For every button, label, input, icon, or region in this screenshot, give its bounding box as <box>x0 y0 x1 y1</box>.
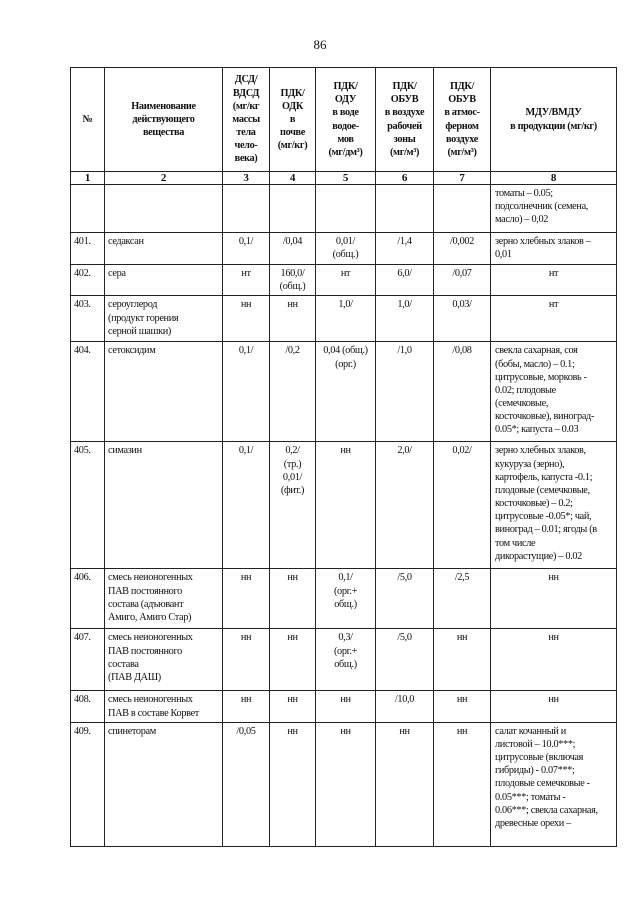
dsd-value: /0,05 <box>223 722 270 846</box>
header-soil: ПДК/ ОДК в почве (мг/кг) <box>270 68 316 172</box>
mdu-value: зерно хлебных злаков – 0,01 <box>491 233 617 265</box>
page-number: 86 <box>313 37 327 52</box>
header-number: № <box>71 68 105 172</box>
water-value: нн <box>316 691 376 722</box>
row-number: 406. <box>71 569 105 629</box>
soil-value: нн <box>270 691 316 722</box>
column-number: 8 <box>491 172 617 185</box>
work-air-value: 6,0/ <box>376 265 434 296</box>
substance-name: смесь неионогенных ПАВ в составе Корвет <box>105 691 223 722</box>
header-mdu: МДУ/ВМДУ в продукции (мг/кг) <box>491 68 617 172</box>
work-air-value: /1,4 <box>376 233 434 265</box>
substance-name <box>105 185 223 233</box>
row-number: 402. <box>71 265 105 296</box>
work-air-value <box>376 185 434 233</box>
substance-name: смесь неионогенных ПАВ постоянного состава (адъювант Амиго, Амиго Стар) <box>105 569 223 629</box>
dsd-value: 0,1/ <box>223 342 270 442</box>
header-row <box>71 68 617 172</box>
atm-air-value: /0,08 <box>434 342 491 442</box>
work-air-value: /5,0 <box>376 569 434 629</box>
mdu-value: нт <box>491 296 617 342</box>
soil-value: нн <box>270 629 316 691</box>
atm-air-value <box>434 185 491 233</box>
table-row <box>71 569 617 629</box>
soil-value: нн <box>270 296 316 342</box>
column-number: 1 <box>71 172 105 185</box>
dsd-value: 0,1/ <box>223 233 270 265</box>
row-number <box>71 185 105 233</box>
row-number: 407. <box>71 629 105 691</box>
work-air-value: 2,0/ <box>376 442 434 569</box>
substance-name: сетоксидим <box>105 342 223 442</box>
header-water: ПДК/ ОДУ в воде водое- мов (мг/дм³) <box>316 68 376 172</box>
mdu-value: нн <box>491 629 617 691</box>
header-work-air: ПДК/ ОБУВ в воздухе рабочей зоны (мг/м³) <box>376 68 434 172</box>
atm-air-value: /0,07 <box>434 265 491 296</box>
table-row <box>71 296 617 342</box>
substance-name: седаксан <box>105 233 223 265</box>
substance-name: смесь неионогенных ПАВ постоянного состава (ПАВ ДАШ) <box>105 629 223 691</box>
water-value: 0,1/ (орг.+ общ.) <box>316 569 376 629</box>
row-number: 408. <box>71 691 105 722</box>
column-number: 3 <box>223 172 270 185</box>
water-value: 0,04 (общ.) (орг.) <box>316 342 376 442</box>
atm-air-value: /2,5 <box>434 569 491 629</box>
atm-air-value: нн <box>434 722 491 846</box>
work-air-value: нн <box>376 722 434 846</box>
substance-name: сероуглерод (продукт горения серной шашки) <box>105 296 223 342</box>
header-dsd: ДСД/ ВДСД (мг/кг массы тела чело- века) <box>223 68 270 172</box>
work-air-value: /5,0 <box>376 629 434 691</box>
mdu-value: томаты – 0.05; подсолнечник (семена, масло) – 0,02 <box>491 185 617 233</box>
dsd-value: 0,1/ <box>223 442 270 569</box>
work-air-value: /10,0 <box>376 691 434 722</box>
atm-air-value: нн <box>434 691 491 722</box>
mdu-value: зерно хлебных злаков, кукуруза (зерно), картофель, капуста -0.1; плодовые (семечковые, косточковые) – 0.2; цитрусовые -0.05*; чай, виноград – 0.01; ягоды (в том числе дикорастущие) – 0.02 <box>491 442 617 569</box>
substances-table <box>70 67 617 847</box>
table-body <box>71 185 617 847</box>
column-number: 4 <box>270 172 316 185</box>
soil-value: /0,04 <box>270 233 316 265</box>
soil-value: нн <box>270 722 316 846</box>
table-row <box>71 722 617 846</box>
table-row <box>71 233 617 265</box>
row-number: 404. <box>71 342 105 442</box>
water-value: 0,01/ (общ.) <box>316 233 376 265</box>
table-row <box>71 442 617 569</box>
column-number: 6 <box>376 172 434 185</box>
water-value: 0,3/ (орг.+ общ.) <box>316 629 376 691</box>
dsd-value <box>223 185 270 233</box>
soil-value <box>270 185 316 233</box>
mdu-value: нн <box>491 691 617 722</box>
mdu-value: свекла сахарная, соя (бобы, масло) – 0.1; цитрусовые, морковь - 0.02; плодовые (семечковые, косточковые), виноград- 0.05*; капуста – 0.03 <box>491 342 617 442</box>
row-number: 405. <box>71 442 105 569</box>
soil-value: нн <box>270 569 316 629</box>
dsd-value: нн <box>223 296 270 342</box>
dsd-value: нн <box>223 629 270 691</box>
row-number: 409. <box>71 722 105 846</box>
header-substance-name: Наименование действующего вещества <box>105 68 223 172</box>
substance-name: сера <box>105 265 223 296</box>
header-atm-air: ПДК/ ОБУВ в атмос- ферном воздухе (мг/м³) <box>434 68 491 172</box>
table-row <box>71 691 617 722</box>
table-row <box>71 342 617 442</box>
dsd-value: нт <box>223 265 270 296</box>
atm-air-value: 0,02/ <box>434 442 491 569</box>
soil-value: 160,0/ (общ.) <box>270 265 316 296</box>
atm-air-value: нн <box>434 629 491 691</box>
column-number: 7 <box>434 172 491 185</box>
mdu-value: нн <box>491 569 617 629</box>
column-number: 5 <box>316 172 376 185</box>
row-number: 403. <box>71 296 105 342</box>
mdu-value: салат кочанный и листовой – 10.0***; цитрусовые (включая гибриды) - 0.07***; плодовые семечковые - 0.05***; томаты - 0.06***; свекла сахарная, древесные орехи – <box>491 722 617 846</box>
water-value: нн <box>316 722 376 846</box>
column-number-row <box>71 172 617 185</box>
work-air-value: /1,0 <box>376 342 434 442</box>
substance-name: симазин <box>105 442 223 569</box>
dsd-value: нн <box>223 569 270 629</box>
water-value: 1,0/ <box>316 296 376 342</box>
table-row <box>71 185 617 233</box>
mdu-value: нт <box>491 265 617 296</box>
water-value <box>316 185 376 233</box>
work-air-value: 1,0/ <box>376 296 434 342</box>
dsd-value: нн <box>223 691 270 722</box>
water-value: нт <box>316 265 376 296</box>
atm-air-value: /0,002 <box>434 233 491 265</box>
column-number: 2 <box>105 172 223 185</box>
table-row <box>71 265 617 296</box>
soil-value: /0,2 <box>270 342 316 442</box>
water-value: нн <box>316 442 376 569</box>
substance-name: спинеторам <box>105 722 223 846</box>
atm-air-value: 0,03/ <box>434 296 491 342</box>
soil-value: 0,2/ (тр.) 0,01/ (фит.) <box>270 442 316 569</box>
table-row <box>71 629 617 691</box>
row-number: 401. <box>71 233 105 265</box>
